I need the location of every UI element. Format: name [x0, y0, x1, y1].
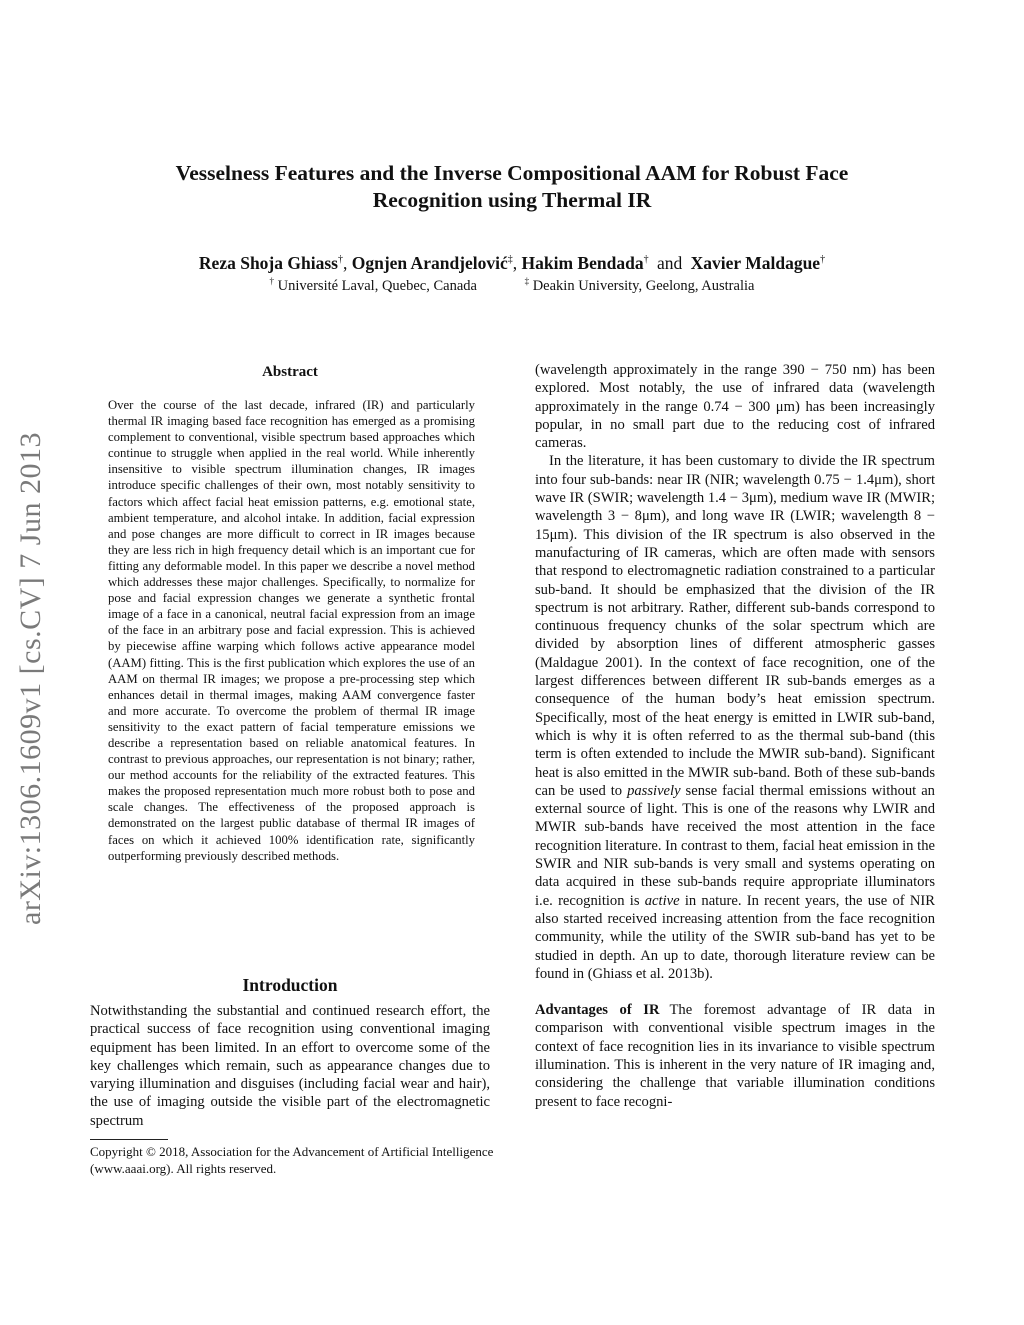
affiliation-text: Deakin University, Geelong, Australia — [532, 277, 755, 294]
advantages-text: The foremost advantage of IR data in comparison with conventional visible spectrum images in the context of face recognition lies in its invariance to visible spectrum illumination. This is inherent in the very nature of IR imaging and, considering the challenge that variable illumination conditions present to face recogni- — [535, 1002, 935, 1110]
advantages-paragraph — [535, 1001, 935, 1111]
copyright-prefix: Copyright © — [90, 1144, 156, 1159]
body-paragraph: (wavelength approximately in the range 390 − 750 nm) has been explored. Most notably, the use of infrared data (wavelength approximately in the range 0.74 − 300 μm) has been increasingly popular, in no small part due to the reducing cost of infrared cameras. — [535, 362, 935, 452]
author-list: Reza Shoja Ghiass†, Ognjen Arandjelović‡, Hakim Bendada† and Xavier Maldague† — [198, 253, 826, 273]
body-text: In the literature, it has been customary to divide the IR spectrum into four sub-bands: near IR (NIR; wavelength 0.75 − 1.4μm), short wave IR (SWIR; wavelength 1.4 − 3μm), medium wave IR (MWIR; wavelength 3 − 8μm), and long wave IR (LWIR; wavelength 8 − 15μm). This division of the IR spectrum is also observed in the manufacturing of IR cameras, which are often made with sensors that respond to electromagnetic radiation constrained to a particular sub-band. It should be emphasized that the division of the IR spectrum is not arbitrary. Rather, different sub-bands correspond to continuous frequency chunks of the solar spectrum which are divided by absorption lines of different atmospheric gasses (Maldague 2001). In the context of face recognition, one of the largest differences between different IR sub-bands emerges as a consequence of the human body’s heat emission spectrum. Specifically, most of the heat energy is emitted in LWIR sub-band, which is why it is often referred to as the thermal sub-band (this term is often extended to include the MWIR sub-band). Significant heat is also emitted in the MWIR sub-band. Both of these sub-bands can be used to — [535, 453, 935, 799]
abstract-heading: Abstract — [262, 364, 318, 380]
body-paragraph — [535, 452, 935, 983]
affiliation-list — [60, 276, 964, 295]
paper-title-line-2: Recognition using Thermal IR — [372, 188, 652, 212]
author-affiliation-mark: † — [643, 254, 649, 266]
author-affiliation-mark: ‡ — [507, 254, 513, 266]
emphasis-text: passively — [627, 782, 681, 799]
paper-title-line-1: Vesselness Features and the Inverse Compositional AAM for Robust Face — [175, 161, 849, 185]
introduction-text: Notwithstanding the substantial and continued research effort, the practical success of face recognition using conventional imaging equipment has been limited. In an effort to overcome some of the key challenges which remain, such as appearance changes due to varying illumination and disguises (including facial wear and hair), the use of imaging outside the visible part of the electromagnetic spectrum — [90, 1003, 490, 1129]
author-name: Ognjen Arandjelović — [351, 253, 508, 273]
emphasis-text: active — [644, 892, 680, 909]
author-name: Reza Shoja Ghiass — [198, 253, 338, 273]
abstract-text: Over the course of the last decade, infrared (IR) and particularly thermal IR imaging based face recognition has emerged as a promising complement to conventional, visible spectrum based approaches which continue to struggle when applied in the real world. While inherently insensitive to visible spectrum illumination changes, IR images introduce specific challenges of their own, most notably sensitivity to factors which affect facial heat emission patterns, e.g. emotional state, ambient temperature, and alcohol intake. In addition, facial expression and pose changes are more difficult to correct in IR images because they are less rich in high frequency detail which is an important cue for fitting any deformable model. In this paper we describe a novel method which addresses these major challenges. Specifically, to normalize for pose and facial expression changes we generate a synthetic frontal image of a face in a canonical, neutral facial expression from an image of the face in an arbitrary pose and facial expression. This is achieved by piecewise affine warping which follows active appearance model (AAM) fitting. This is the first publication which explores the use of an AAM on thermal IR images; we propose a pre-processing step which enhances detail in thermal images, making AAM convergence faster and more accurate. To overcome the problem of thermal IR image sensitivity to the exact pattern of facial temperature emissions we describe a representation based on reliable anatomical features. In contrast to previous approaches, our representation is not binary; rather, our method accounts for the reliability of the extracted features. This makes the proposed representation much more robust both to pose and scale changes. The effectiveness of the proposed approach is demonstrated on the largest public database of thermal IR images of faces on which it achieved 100% identification rate, significantly outperforming previously described methods. — [108, 398, 475, 863]
right-column — [535, 361, 935, 1111]
affiliation-mark: † — [269, 276, 275, 286]
advantages-heading: Advantages of IR — [535, 1002, 660, 1019]
author-name: Hakim Bendada — [521, 253, 644, 273]
paper-title — [110, 160, 914, 214]
introduction-heading: Introduction — [242, 975, 338, 995]
arxiv-identifier: arXiv:1306.1609v1 [cs.CV] 7 Jun 2013 — [14, 432, 47, 925]
author-affiliation-mark: † — [820, 254, 826, 266]
affiliation-laval — [270, 278, 477, 294]
author-affiliation-mark: † — [337, 254, 343, 266]
affiliation-text: Université Laval, Quebec, Canada — [277, 277, 477, 294]
affiliation-deakin — [525, 278, 755, 294]
copyright-notice — [90, 1143, 494, 1177]
body-text: sense facial thermal emissions without an external source of light. This is one of the reasons why LWIR and MWIR sub-bands have received the most attention in the face recognition literature. In contrast to them, facial heat emission in the SWIR and NIR sub-bands is very small and systems operating on data acquired in these sub-bands require appropriate illuminators i.e. recognition is — [535, 782, 935, 909]
footnote-divider — [90, 1139, 168, 1140]
affiliation-mark: ‡ — [524, 276, 530, 286]
authors-connector: and — [656, 253, 683, 273]
body-text: in nature. In recent years, the use of NIR also started received increasing attention from the face recognition community, while the utility of the SWIR sub-band has yet to be studied in depth. An up to date, thorough literature review can be found in (Ghiass et al. 2013b). — [535, 892, 935, 982]
author-name: Xavier Maldague — [690, 253, 821, 273]
copyright-text: 2018, Association for the Advancement of Artificial Intelligence (www.aaai.org). All rights reserved. — [90, 1144, 494, 1176]
